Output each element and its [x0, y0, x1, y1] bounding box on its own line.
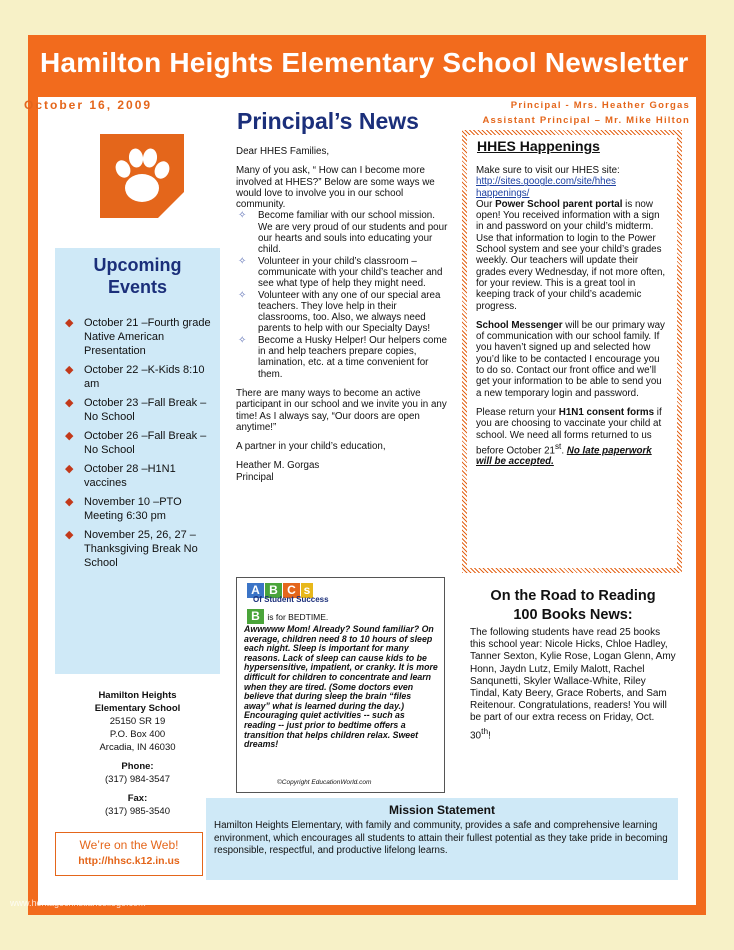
school-name-line2: Elementary School — [94, 703, 181, 714]
events-title-line2: Events — [107, 277, 168, 297]
reading-title-line1: On the Road to Reading — [490, 588, 656, 604]
event-item: ◆ October 26 –Fall Break –No School — [65, 430, 207, 456]
staff-names — [482, 98, 690, 128]
city-state-zip: Arcadia, IN 46030 — [99, 742, 176, 753]
abc-letter-a: A — [247, 583, 264, 598]
school-messenger-paragraph: School Messenger will be our primary way of communication with our school family. If you haven’t signed up and selected how you’d like to be contacted I encourage you to do so. Contact our front office and we’ll get your information to be able to send you a new temporary login and password. — [476, 319, 665, 399]
letter-intro: Many of you ask, “ How can I become more involved at HHES?” Below are some ways we would love to involve you in our school community. — [236, 165, 435, 211]
abc-letter-c: C — [283, 583, 300, 598]
upcoming-events-panel — [55, 248, 220, 674]
road-to-reading — [470, 587, 676, 742]
h1n1-paragraph: Please return your H1N1 consent forms if you are choosing to vaccinate your child at school. We need all forms returned to us before October 21st. No late paperwork will be accepted. — [476, 406, 662, 468]
ornament-bullet-icon: ✧ — [238, 210, 247, 222]
ornament-bullet-icon: ✧ — [238, 334, 247, 346]
ornament-bullet-icon: ✧ — [238, 255, 247, 267]
reading-title — [470, 587, 676, 625]
logo-corner — [158, 192, 184, 218]
events-list — [64, 316, 216, 575]
happenings-title: HHES Happenings — [477, 138, 600, 154]
web-label: We’re on the Web! — [79, 838, 179, 852]
event-item: ◆ November 10 –PTO Meeting 6:30 pm — [65, 496, 182, 522]
phone-label: Phone: — [121, 761, 154, 772]
mission-title: Mission Statement — [388, 803, 496, 817]
abc-student-success-box — [236, 577, 445, 793]
diamond-bullet-icon: ◆ — [65, 529, 74, 541]
fax-number: (317) 985-3540 — [105, 806, 170, 817]
diamond-bullet-icon: ◆ — [65, 364, 74, 376]
newsletter-title: Hamilton Heights Elementary School Newsletter — [40, 47, 689, 78]
bedtime-letter: B — [247, 609, 264, 624]
mission-statement-box — [206, 798, 678, 880]
letter-greeting: Dear HHES Families, — [236, 146, 330, 157]
event-item: ◆ October 22 –K-Kids 8:10 am — [65, 364, 205, 390]
letter-closing: There are many ways to become an active participant in our school and we invite you in any time! As I always say, “Our doors are open anytime!” — [236, 387, 447, 433]
web-link[interactable]: http://hhsc.k12.in.us — [78, 855, 180, 867]
diamond-bullet-icon: ◆ — [65, 463, 74, 475]
involvement-item: ✧ Volunteer with any one of our special area teachers. They love help in their classrooms, too. Also, we always need parents to help with our Specialty Days! — [238, 289, 441, 335]
event-item: ◆ October 21 –Fourth grade Native American Presentation — [65, 317, 211, 357]
happenings-body — [476, 165, 668, 476]
diamond-bullet-icon: ◆ — [65, 397, 74, 409]
diamond-bullet-icon: ◆ — [65, 317, 74, 329]
abc-subtitle: Of Student Success — [253, 595, 329, 604]
reading-title-line2: 100 Books News: — [513, 607, 633, 623]
web-box — [55, 832, 203, 876]
abc-bedtime: B is for BEDTIME. — [247, 609, 328, 624]
po-box: P.O. Box 400 — [109, 729, 166, 740]
abc-letter-s: s — [301, 583, 313, 598]
hhes-happenings-box — [462, 130, 682, 573]
principals-news-title: Principal’s News — [237, 108, 419, 134]
abc-body-text: Awwwww Mom! Already? Sound familiar? On average, children need 8 to 10 hours of sleep each night. Sleep is important for many reasons. Lack of sleep can cause kids to be hypersensitive, impatient, or cranky. It is more difficult for children to concentrate and learn when they are tired. (Some doctors even believe that during sleep the brain “files away” what is learned during the day.) Encouraging quiet activities -- such as reading -- just prior to bedtime offers a transition that helps children relax. Sweet dreams! — [244, 624, 438, 750]
diamond-bullet-icon: ◆ — [65, 430, 74, 442]
principal-letter — [236, 146, 448, 483]
logo-panel — [100, 134, 184, 218]
signature-name: Heather M. Gorgas — [236, 460, 320, 472]
mission-body: Hamilton Heights Elementary, with family and community, provides a safe and comprehensive learning environment, which encourages all students to attain their fullest potential as they take pride in becoming responsible, respectful, and productive lifelong learns. — [214, 820, 668, 856]
power-school-paragraph: Our Power School parent portal is now open! You received information with a sign in and password on your child’s midterm. Use that information to login to the Power School system and see your child’s grades weekly. Our teachers will update their grades every Wednesday, if not more often, for your review. This is a great tool in keeping track of your child’s academic progress. — [476, 198, 666, 312]
street-address: 25150 SR 19 — [109, 716, 166, 727]
assistant-principal-name: Assistant Principal – Mr. Mike Hilton — [482, 115, 690, 126]
involvement-item: ✧ Volunteer in your child’s classroom – communicate with your child’s teacher and see what type of help they might need. — [238, 255, 443, 290]
watermark: www.heritagechristiancollege.com — [10, 898, 146, 908]
fax-label: Fax: — [127, 793, 148, 804]
issue-date: October 16, 2009 — [24, 98, 153, 112]
hhes-site-link[interactable]: http://sites.google.com/site/hhes happenings/ — [476, 176, 616, 199]
involvement-item: ✧ Become a Husky Helper! Our helpers come in and help teachers prepare copies, lamination, etc. at a time convenient for them. — [238, 334, 447, 380]
involvement-list — [236, 210, 448, 379]
reading-body: The following students have read 25 books this school year: Nicole Hicks, Chloe Hadley, Tanner Sexton, Kylie Rose, Logan Glenn, Amy Honn, Jaydn Lutz, Emily Malott, Rachel Sanqunetti, Skyler Wallace-White, Riley Tindal, Katy Beery, Grace Roberts, and Sam Reitenour. Congratulations, readers! You will be part of our extra recess on Friday, Oct. 30th! — [470, 627, 676, 741]
principal-name: Principal - Mrs. Heather Gorgas — [510, 100, 690, 111]
signature-title: Principal — [236, 471, 274, 483]
event-item: ◆ October 28 –H1N1 vaccines — [65, 463, 176, 489]
abc-copyright: ©Copyright EducationWorld.com — [277, 779, 372, 786]
late-paperwork-note: No late paperwork will be accepted. — [476, 445, 652, 468]
school-name-line1: Hamilton Heights — [98, 690, 177, 701]
events-title — [55, 254, 220, 298]
school-contact — [55, 689, 220, 818]
site-visit-text: Make sure to visit our HHES site: — [476, 165, 620, 176]
abc-letter-b: B — [265, 583, 282, 598]
events-title-line1: Upcoming — [93, 255, 182, 275]
event-item: ◆ October 23 –Fall Break –No School — [65, 397, 207, 423]
diamond-bullet-icon: ◆ — [65, 496, 74, 508]
letter-signoff: A partner in your child’s education, — [236, 441, 386, 453]
ornament-bullet-icon: ✧ — [238, 289, 247, 301]
phone-number: (317) 984-3547 — [105, 774, 170, 785]
event-item: ◆ November 25, 26, 27 – Thanksgiving Break No School — [65, 529, 198, 569]
involvement-item: ✧ Become familiar with our school mission. We are very proud of our students and pour our hearts and souls into educating your child. — [238, 210, 448, 256]
